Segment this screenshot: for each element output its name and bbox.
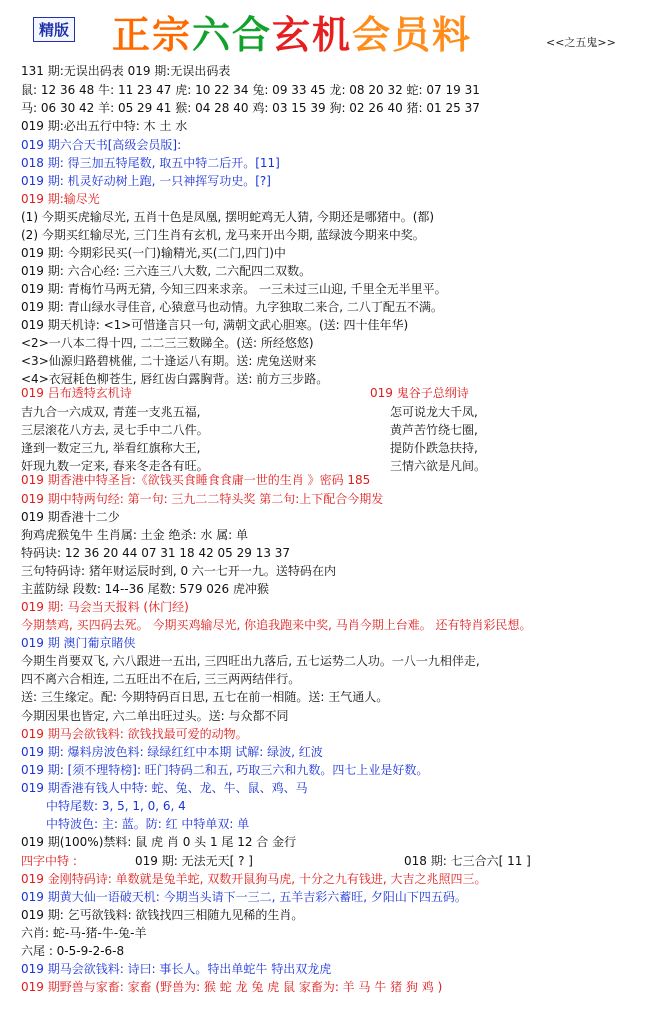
text-line: 019 金刚特码诗: 单数就是兔羊蛇, 双数开鼠狗马虎, 十分之九有钱进, 大吉之兆照四三。 — [21, 872, 487, 886]
text-line: 019 期(100%)禁料: 鼠 虎 肖 0 头 1 尾 12 合 金行 — [21, 835, 297, 849]
right-poem-line: 提防仆跌急扶持, — [390, 441, 478, 455]
text-line: 六尾 : 0-5-9-2-6-8 — [21, 944, 125, 958]
text-line: 018 期: 得三加五特尾数, 取五中特二后开。[11] — [21, 156, 280, 170]
text-line: 019 期六合天书[高级会员版]: — [21, 138, 182, 152]
title-part-1: 正宗 — [112, 12, 193, 57]
right-poem-title: 019 鬼谷子总纲诗 — [370, 386, 469, 400]
left-poem-line: 吉九合一六成双, 青莲一支兆五福, — [21, 405, 201, 419]
edition-badge: 精版 — [33, 17, 75, 42]
text-line: 019 期马会欲钱料: 欲钱找最可爱的动物。 — [21, 727, 248, 741]
text-line: 019 期马会欲钱料: 诗曰: 事长人。特出单蛇牛 特出双龙虎 — [21, 962, 332, 976]
text-line: 今期因果也皆定, 六二单出旺过头。送: 与众都不同 — [21, 709, 289, 723]
text-line: 019 期: 爆料房波色料: 绿绿红红中本期 试解: 绿波, 红波 — [21, 745, 323, 759]
text-line: 019 期:必出五行中特: 木 土 水 — [21, 119, 188, 133]
text-line: 019 期: 六合心经: 三六连三八大数, 二六配四二双数。 — [21, 264, 312, 278]
text-line: 019 期中特两句经: 第一句: 三九二二特头奖 第二句:上下配合今期发 — [21, 492, 384, 506]
text-line: 019 期: 青梅竹马两无猜, 今知三四来求亲。 一三未过三山迎, 千里全无半里平。 — [21, 282, 447, 296]
text-line: 马: 06 30 42 羊: 05 29 41 猴: 04 28 40 鸡: 03 15 39 狗: 02 26 40 猪: 01 25 37 — [21, 101, 480, 115]
title-part-4: 会员料 — [352, 12, 473, 57]
text-line: 019 期: 机灵好动树上跑, 一只神挥写功史。[?] — [21, 174, 271, 188]
text-line: (1) 今期买虎输尽光, 五肖十色是凤凰, 摆明蛇鸡无人猜, 今期还是哪猪中。(都) — [21, 210, 435, 224]
text-line: 中特尾数: 3, 5, 1, 0, 6, 4 — [46, 799, 186, 813]
right-poem-line: 三情六欲是凡间。 — [390, 459, 487, 473]
text-line: (2) 今期买红输尽光, 三门生肖有玄机, 龙马来开出今期, 蓝绿波今期来中奖。 — [21, 228, 425, 242]
text-line: 019 期: [须不理特榜]: 旺门特码二和五, 巧取三六和九数。四七上业是好数。 — [21, 763, 429, 777]
left-poem-line: 奸现九数一定来, 春来冬走各有旺。 — [21, 459, 209, 473]
text-line: 019 期香港中特圣旨:《欲钱买食睡食食庸一世的生肖 》密码 185 — [21, 473, 371, 487]
text-line: 主蓝防绿 段数: 14--36 尾数: 579 026 虎冲猴 — [21, 582, 269, 596]
text-line: 019 期天机诗: <1>可惜逢言只一句, 满朝文武心胆寒。(送: 四十佳年华) — [21, 318, 409, 332]
text-line: 019 期: 今期彩民买(一门)输精光,买(二门,四门)中 — [21, 246, 286, 260]
title-part-2: 六合 — [192, 12, 273, 57]
right-poem-line: 怎可说龙大千凤, — [390, 405, 478, 419]
text-line: 131 期:无误出码表 019 期:无误出码表 — [21, 64, 231, 78]
text-line: 019 期黄大仙一语破天机: 今期当头请下一三二, 五羊吉彩六蓄旺, 夕阳山下四五码。 — [21, 890, 467, 904]
fourword-label: 四字中特 : — [21, 854, 77, 868]
text-line: 鼠: 12 36 48 牛: 11 23 47 虎: 10 22 34 兔: 09 33 45 龙: 08 20 32 蛇: 07 19 31 — [21, 83, 480, 97]
text-line: 019 期 澳门葡京睹侠 — [21, 636, 136, 650]
left-poem-line: 三层滚花八方去, 灵七手中二八件。 — [21, 423, 209, 437]
text-line: 三句特码诗: 猪年财运辰时到, 0 六一七开一九。送特码在内 — [21, 564, 336, 578]
text-line: 特码诀: 12 36 20 44 07 31 18 42 05 29 13 37 — [21, 546, 291, 560]
text-line: 019 期香港有钱人中特: 蛇、兔、龙、牛、鼠、鸡、马 — [21, 781, 308, 795]
text-line: <2>一八本二得十四, 二二三三数睇全。(送: 所经悠悠) — [21, 336, 314, 350]
text-line: 送: 三生缘定。配: 今期特码百日思, 五七在前一相随。送: 王气通人。 — [21, 690, 389, 704]
text-line: <4>衣冠耗色柳苍生, 唇红齿白露胸背。送: 前方三步路。 — [21, 372, 329, 386]
text-line: 四不离六合相连, 二五旺出不在后, 三三两两结伴行。 — [21, 672, 301, 686]
text-line: 019 期: 青山绿水寻佳音, 心猿意马也动情。九字独取二来合, 二八丁配五不满。 — [21, 300, 443, 314]
text-line: 019 期: 乞丐欲钱料: 欲钱找四三相随九见稀的生肖。 — [21, 908, 304, 922]
text-line: 狗鸡虎猴兔牛 生肖属: 土金 绝杀: 水 属: 单 — [21, 528, 249, 542]
right-poem-line: 黄芦苦竹绕七圈, — [390, 423, 478, 437]
left-poem-title: 019 吕布透特玄机诗 — [21, 386, 132, 400]
author-signature: <<之五鬼>> — [546, 36, 616, 49]
fourword-previous: 018 期: 七三合六[ 11 ] — [404, 854, 531, 868]
title-part-3: 玄机 — [272, 12, 353, 57]
text-line: 六肖: 蛇-马-猪-牛-兔-羊 — [21, 926, 147, 940]
page-title — [112, 4, 472, 59]
text-line: 019 期野兽与家畜: 家畜 (野兽为: 猴 蛇 龙 兔 虎 鼠 家畜为: 羊 马 牛 猪 狗 鸡 ) — [21, 980, 443, 994]
left-poem-line: 逢到一数定三九, 举看红旗称大王, — [21, 441, 201, 455]
text-line: 019 期香港十二少 — [21, 510, 120, 524]
text-line: 中特波色: 主: 蓝。防: 红 中特单双: 单 — [46, 817, 250, 831]
text-line: 今期生肖要双飞, 六八跟进一五出, 三四旺出九落后, 五七运势二人功。一八一九相伴走, — [21, 654, 480, 668]
fourword-current: 019 期: 无法无天[ ? ] — [135, 854, 253, 868]
text-line: 019 期: 马会当天报料 (休门经) — [21, 600, 189, 614]
text-line: 019 期:输尽光 — [21, 192, 100, 206]
text-line: <3>仙源归路碧桃催, 二十逢运八有期。送: 虎兔送财来 — [21, 354, 317, 368]
text-line: 今期禁鸡, 买四码去死。 今期买鸡输尽光, 你追我跑来中奖, 马肖今期上台难。 还有特肖彩民想。 — [21, 618, 532, 632]
